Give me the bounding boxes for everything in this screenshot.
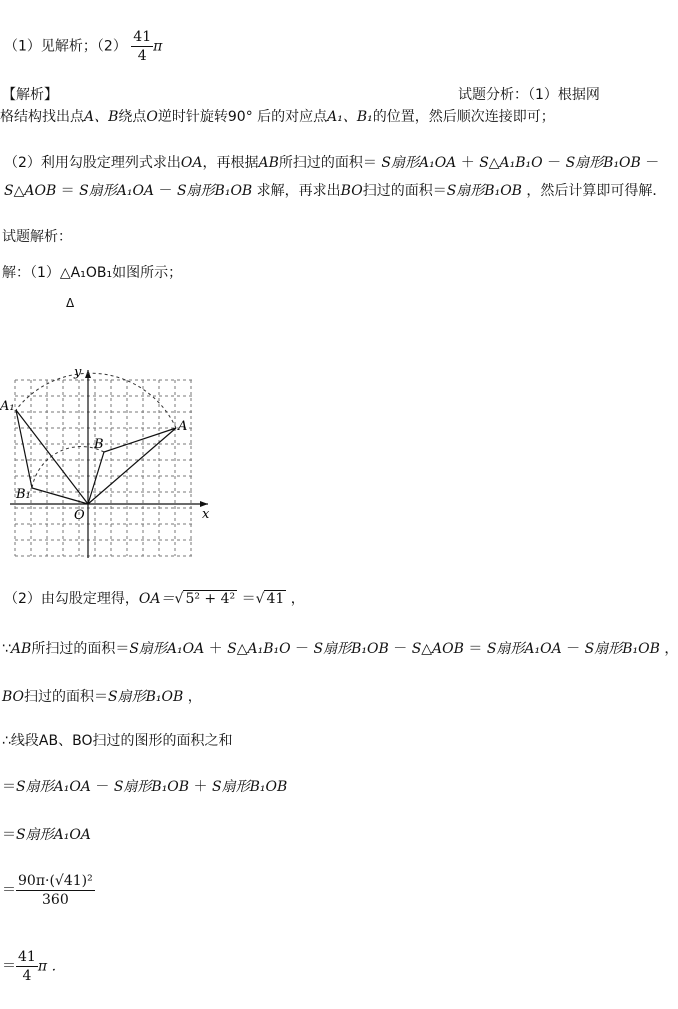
answer-text: （1）见解析；（2）	[4, 38, 127, 55]
solution-part1: 解：（1）△A₁OB₁如图所示；	[2, 265, 183, 281]
rotation-figure	[0, 362, 220, 562]
step-4: ＝ $\frac{41}{4}$ π ．	[2, 949, 66, 984]
bo-swept-line: BO扫过的面积＝S扇形B₁OB ，	[2, 689, 202, 705]
label-y: y	[74, 365, 82, 380]
answer-line: （1）见解析；（2） $\frac{41}{4}$ π	[4, 29, 163, 64]
arc-A-A1	[16, 373, 176, 428]
solution-part2: （2）由勾股定理得，OA＝√ 5² + 4² ＝√ 41 ，	[4, 591, 305, 607]
label-A1: A₁	[0, 399, 15, 414]
solution-title: 试题解析：	[2, 229, 72, 245]
label-O: O	[74, 508, 85, 523]
label-x: x	[202, 507, 210, 522]
answer-fraction: $\frac{41}{4}$	[133, 29, 152, 64]
analysis-line-4: S△AOB ＝ S扇形A₁OA － S扇形B₁OB 求解，再求出BO扫过的面积＝S扇形B₁OB ，然后计算即可得解．	[4, 183, 667, 199]
result-fraction: $\frac{41}{4}$	[18, 949, 36, 984]
label-B: B	[94, 437, 104, 452]
final-fraction: $\frac{\text{90π·(√41)²}}{360}$	[18, 873, 93, 908]
step-2: ＝S扇形A₁OA	[2, 827, 91, 843]
step-3: ＝ $\frac{\text{90π·(√41)²}}{360}$	[2, 873, 93, 908]
arc-B-B1	[32, 447, 104, 488]
grid-lines	[15, 380, 195, 556]
analysis-line-2: 格结构找出点A、B绕点O逆时针旋转90° 后的对应点A₁、B₁的位置，然后顺次连接即可；	[0, 109, 555, 125]
therefore-line: ∴线段AB、BO扫过的图形的面积之和	[2, 733, 233, 749]
label-A: A	[178, 419, 188, 434]
analysis-header: 【解析】	[2, 87, 58, 103]
label-B1: B₁	[16, 487, 31, 502]
triangle-symbol: Δ	[66, 296, 75, 310]
sqrt-expr: √ 5² + 4²	[174, 591, 236, 607]
analysis-intro: 试题分析：（1）根据网	[458, 87, 600, 103]
analysis-line-3: （2）利用勾股定理列式求出OA，再根据AB所扫过的面积＝ S扇形A₁OA ＋ S△A₁B₁O － S扇形B₁OB －	[4, 155, 660, 171]
y-axis-arrow	[85, 370, 91, 378]
because-line: ∵AB所扫过的面积＝S扇形A₁OA ＋ S△A₁B₁O － S扇形B₁OB － S△AOB ＝ S扇形A₁OA － S扇形B₁OB ，	[2, 641, 678, 657]
step-1: ＝S扇形A₁OA － S扇形B₁OB ＋ S扇形B₁OB	[2, 779, 288, 795]
